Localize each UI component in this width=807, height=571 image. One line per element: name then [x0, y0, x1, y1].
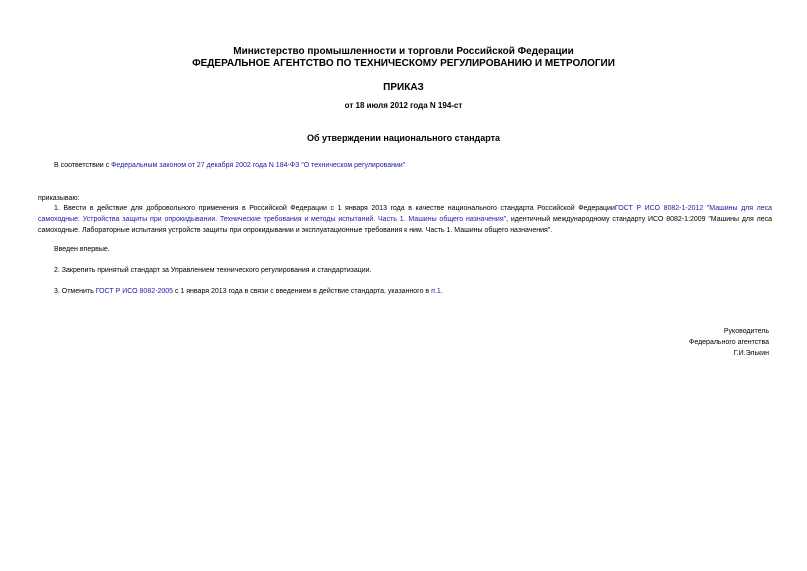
- agency-title: ФЕДЕРАЛЬНОЕ АГЕНТСТВО ПО ТЕХНИЧЕСКОМУ РЕГУЛИРОВАНИЮ И МЕТРОЛОГИИ: [192, 58, 615, 69]
- item-2-paragraph: 2. Закрепить принятый стандарт за Управлением технического регулирования и стандартизации.: [54, 267, 372, 274]
- item-3-paragraph: [54, 287, 443, 297]
- point-1-link[interactable]: п.1: [431, 288, 441, 295]
- ministry-title: Министерство промышленности и торговли Российской Федерации: [233, 46, 574, 57]
- document-type: ПРИКАЗ: [383, 82, 424, 93]
- federal-law-link[interactable]: Федеральным законом от 27 декабря 2002 года N 184-ФЗ "О техническом регулировании": [111, 162, 406, 169]
- preamble-prefix: В соответствии с: [54, 162, 112, 169]
- document-date-number: от 18 июля 2012 года N 194-ст: [344, 101, 463, 110]
- item-3-lead: 3. Отменить: [54, 288, 96, 295]
- item-1-lead: 1. Ввести в действие для добровольного применения в Российской Федерации с 1 января 2013 года в качестве национального стандарта Российской Федерации: [54, 205, 615, 212]
- gost-8082-2005-link[interactable]: ГОСТ Р ИСО 8082-2005: [95, 288, 174, 295]
- introduced-first-note: Введен впервые.: [54, 246, 110, 253]
- item-1-paragraph: [38, 203, 772, 236]
- item-3-middle: с 1 января 2013 года в связи с введением в действие стандарта, указанного в: [173, 288, 432, 295]
- signature-name: Г.И.Элькин: [733, 350, 769, 357]
- gost-8082-1-2012-link[interactable]: ГОСТ Р ИСО 8082-1-2012 "Машины для леса самоходные. Устройства защиты при опрокидывании. Технические требования и методы испытаний. Часть 1. Машины общего назначения": [38, 205, 772, 223]
- item-3-end: .: [440, 288, 443, 295]
- order-word: приказываю:: [38, 195, 80, 202]
- item-1-tail: , идентичный международному стандарту ИСО 8082-1:2009 "Машины для леса самоходные. Лабораторные испытания устройств защиты при опрокидывании и эксплуатационные требования к ним. Часть 1. Машины общего назначения".: [38, 216, 772, 234]
- signature-org: Федерального агентства: [689, 339, 769, 346]
- document-subject: Об утверждении национального стандарта: [306, 133, 501, 143]
- preamble-paragraph: [54, 161, 405, 171]
- signature-role: Руководитель: [723, 328, 769, 335]
